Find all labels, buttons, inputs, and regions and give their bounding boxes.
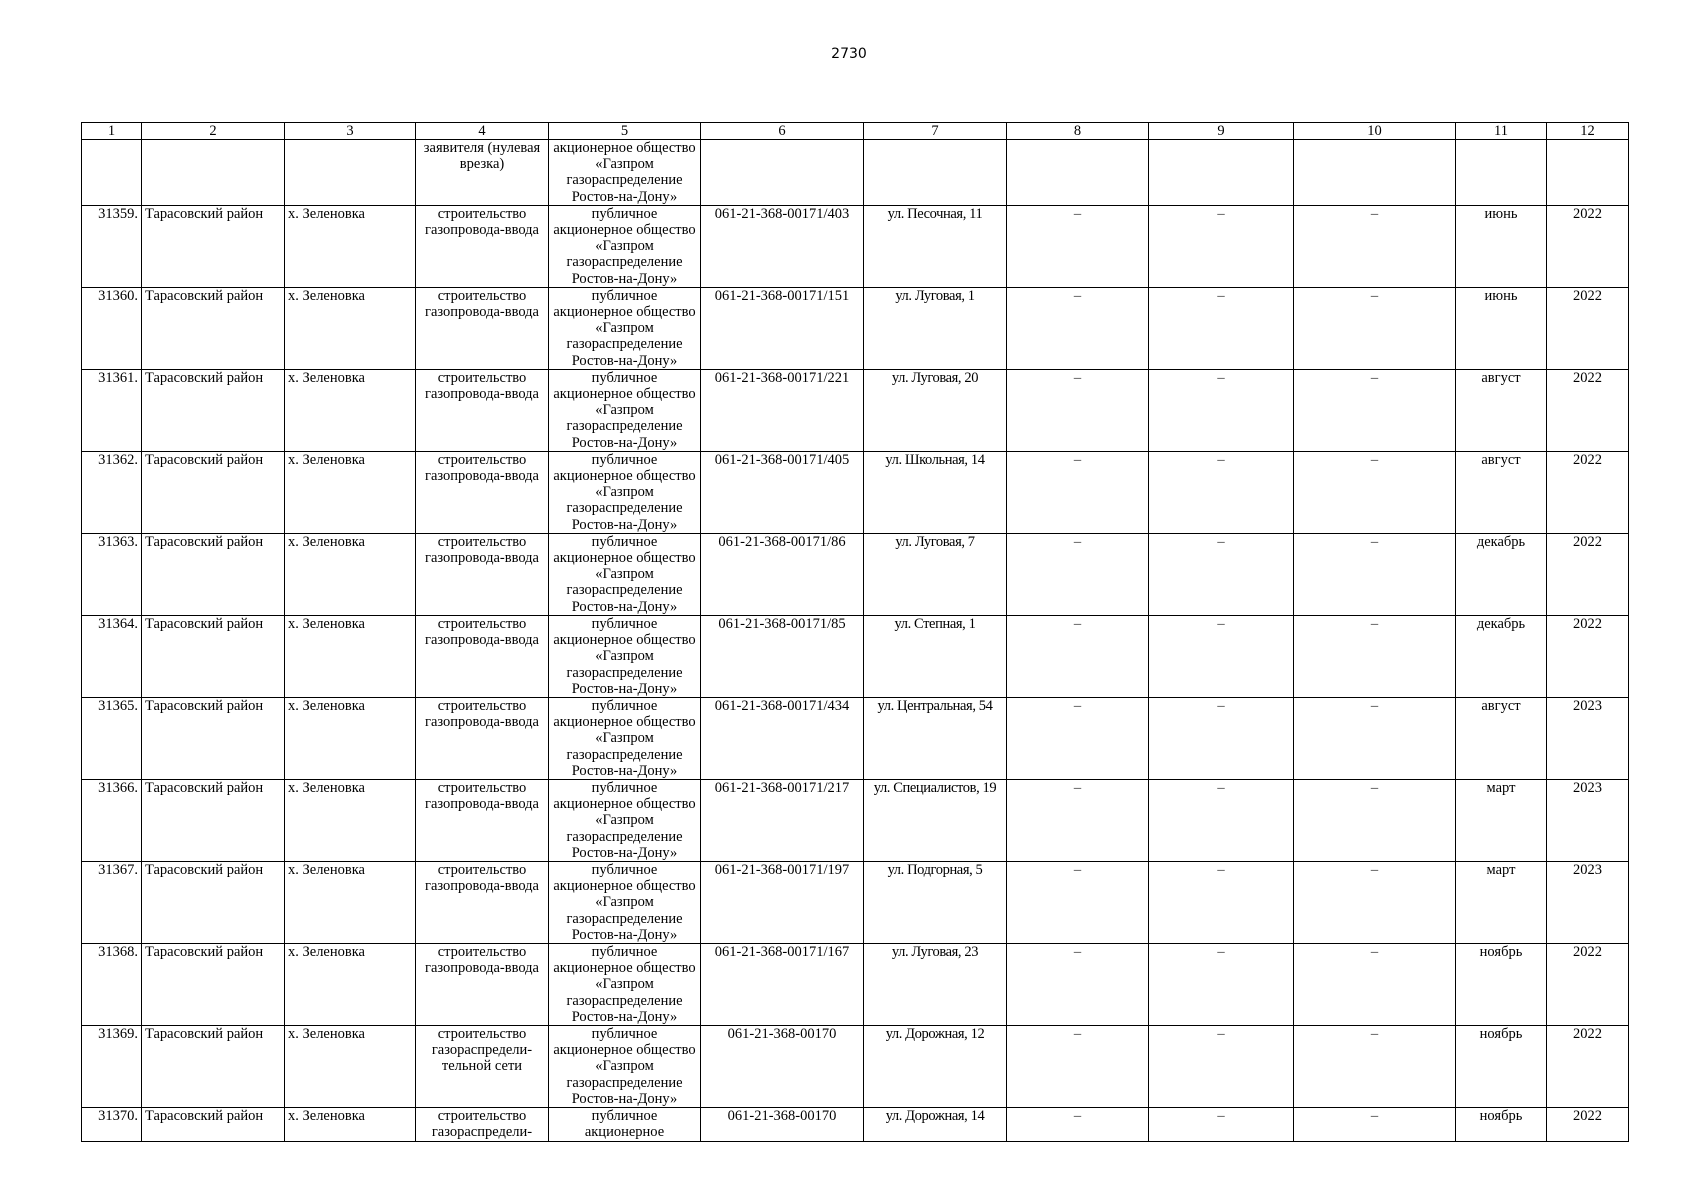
cell-address: ул. Подгорная, 5 — [864, 861, 1007, 943]
cell-district: Тарасовский район — [142, 1107, 285, 1141]
cell-month: ноябрь — [1456, 1025, 1547, 1107]
cell-settlement: х. Зеленовка — [285, 697, 416, 779]
cell-col8: – — [1007, 369, 1149, 451]
cell-number: 31359. — [82, 205, 142, 287]
column-header: 2 — [142, 123, 285, 140]
table-row — [82, 779, 1629, 861]
cell-code: 061-21-368-00171/405 — [701, 451, 864, 533]
cell-district: Тарасовский район — [142, 697, 285, 779]
cell-work-type: строительство газопровода-ввода — [416, 943, 549, 1025]
cell-address: ул. Специалистов, 19 — [864, 779, 1007, 861]
cell-number: 31368. — [82, 943, 142, 1025]
cell-col9: – — [1149, 451, 1294, 533]
cell-organization: публичное акционерное общество «Газпром газораспределение Ростов-на-Дону» — [549, 205, 701, 287]
cell-year — [1547, 140, 1629, 206]
registry-table — [81, 122, 1629, 1142]
cell-settlement: х. Зеленовка — [285, 533, 416, 615]
header-row — [82, 123, 1629, 140]
cell-year: 2022 — [1547, 451, 1629, 533]
cell-address: ул. Луговая, 7 — [864, 533, 1007, 615]
cell-address: ул. Центральная, 54 — [864, 697, 1007, 779]
cell-address: ул. Школьная, 14 — [864, 451, 1007, 533]
cell-col9: – — [1149, 1025, 1294, 1107]
cell-col10: – — [1294, 697, 1456, 779]
cell-code: 061-21-368-00171/167 — [701, 943, 864, 1025]
table-row — [82, 533, 1629, 615]
cell-work-type: строительство газопровода-ввода — [416, 369, 549, 451]
column-header: 3 — [285, 123, 416, 140]
cell-col9: – — [1149, 369, 1294, 451]
cell-code: 061-21-368-00171/86 — [701, 533, 864, 615]
cell-district: Тарасовский район — [142, 1025, 285, 1107]
cell-district: Тарасовский район — [142, 205, 285, 287]
cell-number: 31361. — [82, 369, 142, 451]
cell-organization: публичное акционерное общество «Газпром газораспределение Ростов-на-Дону» — [549, 779, 701, 861]
cell-district: Тарасовский район — [142, 861, 285, 943]
cell-col10: – — [1294, 943, 1456, 1025]
cell-code: 061-21-368-00171/403 — [701, 205, 864, 287]
cell-address — [864, 140, 1007, 206]
cell-settlement: х. Зеленовка — [285, 779, 416, 861]
cell-address: ул. Луговая, 1 — [864, 287, 1007, 369]
cell-col9: – — [1149, 287, 1294, 369]
cell-settlement: х. Зеленовка — [285, 861, 416, 943]
cell-year: 2023 — [1547, 779, 1629, 861]
cell-col10: – — [1294, 1107, 1456, 1141]
cell-month: декабрь — [1456, 615, 1547, 697]
cell-organization: публичное акционерное общество «Газпром газораспределение Ростов-на-Дону» — [549, 861, 701, 943]
cell-organization: акционерное общество «Газпром газораспределение Ростов-на-Дону» — [549, 140, 701, 206]
column-header: 11 — [1456, 123, 1547, 140]
cell-col9 — [1149, 140, 1294, 206]
cell-year: 2022 — [1547, 1025, 1629, 1107]
cell-month — [1456, 140, 1547, 206]
cell-col8: – — [1007, 451, 1149, 533]
table-row — [82, 861, 1629, 943]
table-row — [82, 1025, 1629, 1107]
cell-code: 061-21-368-00171/221 — [701, 369, 864, 451]
cell-year: 2023 — [1547, 697, 1629, 779]
cell-organization: публичное акционерное общество «Газпром газораспределение Ростов-на-Дону» — [549, 697, 701, 779]
table-row — [82, 943, 1629, 1025]
cell-code: 061-21-368-00171/434 — [701, 697, 864, 779]
cell-col10: – — [1294, 205, 1456, 287]
cell-col8 — [1007, 140, 1149, 206]
cell-col8: – — [1007, 205, 1149, 287]
cell-number: 31370. — [82, 1107, 142, 1141]
cell-number: 31369. — [82, 1025, 142, 1107]
cell-number: 31363. — [82, 533, 142, 615]
cell-work-type: строительство газопровода-ввода — [416, 205, 549, 287]
cell-district: Тарасовский район — [142, 943, 285, 1025]
cell-col9: – — [1149, 697, 1294, 779]
cell-settlement: х. Зеленовка — [285, 943, 416, 1025]
cell-month: ноябрь — [1456, 1107, 1547, 1141]
cell-organization: публичное акционерное общество «Газпром газораспределение Ростов-на-Дону» — [549, 533, 701, 615]
cell-year: 2022 — [1547, 1107, 1629, 1141]
table-row — [82, 1107, 1629, 1141]
column-header: 12 — [1547, 123, 1629, 140]
cell-col10 — [1294, 140, 1456, 206]
cell-col8: – — [1007, 943, 1149, 1025]
column-header: 4 — [416, 123, 549, 140]
column-header: 6 — [701, 123, 864, 140]
page-number: 2730 — [831, 46, 867, 62]
cell-district: Тарасовский район — [142, 533, 285, 615]
cell-month: август — [1456, 451, 1547, 533]
cell-month: декабрь — [1456, 533, 1547, 615]
column-header: 10 — [1294, 123, 1456, 140]
cell-address: ул. Дорожная, 14 — [864, 1107, 1007, 1141]
cell-code: 061-21-368-00171/151 — [701, 287, 864, 369]
cell-month: август — [1456, 369, 1547, 451]
cell-month: июнь — [1456, 205, 1547, 287]
cell-number: 31365. — [82, 697, 142, 779]
cell-col10: – — [1294, 1025, 1456, 1107]
table-body — [82, 140, 1629, 1142]
cell-number: 31362. — [82, 451, 142, 533]
cell-code — [701, 140, 864, 206]
column-header: 8 — [1007, 123, 1149, 140]
cell-organization: публичное акционерное общество «Газпром газораспределение Ростов-на-Дону» — [549, 369, 701, 451]
cell-code: 061-21-368-00171/217 — [701, 779, 864, 861]
cell-number: 31364. — [82, 615, 142, 697]
cell-number: 31366. — [82, 779, 142, 861]
cell-address: ул. Луговая, 23 — [864, 943, 1007, 1025]
cell-organization: публичное акционерное общество «Газпром газораспределение Ростов-на-Дону» — [549, 943, 701, 1025]
cell-year: 2022 — [1547, 205, 1629, 287]
cell-col10: – — [1294, 861, 1456, 943]
cell-col10: – — [1294, 615, 1456, 697]
cell-work-type: строительство газораспредели- — [416, 1107, 549, 1141]
cell-district: Тарасовский район — [142, 287, 285, 369]
cell-col9: – — [1149, 1107, 1294, 1141]
cell-work-type: строительство газопровода-ввода — [416, 697, 549, 779]
cell-work-type: заявителя (нулевая врезка) — [416, 140, 549, 206]
cell-col8: – — [1007, 1107, 1149, 1141]
cell-col10: – — [1294, 533, 1456, 615]
cell-district: Тарасовский район — [142, 615, 285, 697]
cell-col8: – — [1007, 615, 1149, 697]
cell-settlement: х. Зеленовка — [285, 1107, 416, 1141]
cell-month: июнь — [1456, 287, 1547, 369]
cell-work-type: строительство газораспредели-тельной сети — [416, 1025, 549, 1107]
cell-organization: публичное акционерное общество «Газпром газораспределение Ростов-на-Дону» — [549, 615, 701, 697]
cell-organization: публичное акционерное — [549, 1107, 701, 1141]
table-row — [82, 287, 1629, 369]
cell-work-type: строительство газопровода-ввода — [416, 533, 549, 615]
cell-month: март — [1456, 779, 1547, 861]
column-header: 5 — [549, 123, 701, 140]
cell-address: ул. Дорожная, 12 — [864, 1025, 1007, 1107]
cell-col8: – — [1007, 861, 1149, 943]
cell-district: Тарасовский район — [142, 451, 285, 533]
cell-year: 2023 — [1547, 861, 1629, 943]
cell-year: 2022 — [1547, 287, 1629, 369]
cell-code: 061-21-368-00171/197 — [701, 861, 864, 943]
cell-code: 061-21-368-00170 — [701, 1025, 864, 1107]
cell-settlement: х. Зеленовка — [285, 615, 416, 697]
cell-settlement: х. Зеленовка — [285, 451, 416, 533]
cell-col8: – — [1007, 533, 1149, 615]
cell-col8: – — [1007, 1025, 1149, 1107]
column-header: 7 — [864, 123, 1007, 140]
cell-code: 061-21-368-00171/85 — [701, 615, 864, 697]
cell-col9: – — [1149, 533, 1294, 615]
cell-work-type: строительство газопровода-ввода — [416, 287, 549, 369]
cell-year: 2022 — [1547, 533, 1629, 615]
table-row — [82, 205, 1629, 287]
cell-number — [82, 140, 142, 206]
cell-settlement: х. Зеленовка — [285, 369, 416, 451]
cell-organization: публичное акционерное общество «Газпром газораспределение Ростов-на-Дону» — [549, 451, 701, 533]
cell-col8: – — [1007, 287, 1149, 369]
column-header: 9 — [1149, 123, 1294, 140]
cell-address: ул. Песочная, 11 — [864, 205, 1007, 287]
table-row — [82, 369, 1629, 451]
cell-number: 31360. — [82, 287, 142, 369]
cell-col10: – — [1294, 287, 1456, 369]
cell-col10: – — [1294, 451, 1456, 533]
cell-year: 2022 — [1547, 943, 1629, 1025]
column-header: 1 — [82, 123, 142, 140]
cell-organization: публичное акционерное общество «Газпром газораспределение Ростов-на-Дону» — [549, 1025, 701, 1107]
table-row — [82, 451, 1629, 533]
cell-month: март — [1456, 861, 1547, 943]
cell-col9: – — [1149, 205, 1294, 287]
cell-work-type: строительство газопровода-ввода — [416, 779, 549, 861]
cell-col9: – — [1149, 615, 1294, 697]
cell-address: ул. Степная, 1 — [864, 615, 1007, 697]
cell-organization: публичное акционерное общество «Газпром газораспределение Ростов-на-Дону» — [549, 287, 701, 369]
cell-district: Тарасовский район — [142, 779, 285, 861]
cell-work-type: строительство газопровода-ввода — [416, 861, 549, 943]
cell-district: Тарасовский район — [142, 369, 285, 451]
cell-col9: – — [1149, 779, 1294, 861]
cell-settlement: х. Зеленовка — [285, 287, 416, 369]
cell-year: 2022 — [1547, 369, 1629, 451]
cell-address: ул. Луговая, 20 — [864, 369, 1007, 451]
cell-work-type: строительство газопровода-ввода — [416, 451, 549, 533]
continuation-row — [82, 140, 1629, 206]
cell-district — [142, 140, 285, 206]
cell-col10: – — [1294, 779, 1456, 861]
cell-year: 2022 — [1547, 615, 1629, 697]
cell-settlement: х. Зеленовка — [285, 1025, 416, 1107]
cell-col10: – — [1294, 369, 1456, 451]
cell-month: ноябрь — [1456, 943, 1547, 1025]
cell-month: август — [1456, 697, 1547, 779]
cell-code: 061-21-368-00170 — [701, 1107, 864, 1141]
cell-settlement: х. Зеленовка — [285, 205, 416, 287]
cell-col8: – — [1007, 697, 1149, 779]
cell-col9: – — [1149, 943, 1294, 1025]
cell-work-type: строительство газопровода-ввода — [416, 615, 549, 697]
cell-col8: – — [1007, 779, 1149, 861]
cell-col9: – — [1149, 861, 1294, 943]
cell-settlement — [285, 140, 416, 206]
table-row — [82, 697, 1629, 779]
table-row — [82, 615, 1629, 697]
cell-number: 31367. — [82, 861, 142, 943]
